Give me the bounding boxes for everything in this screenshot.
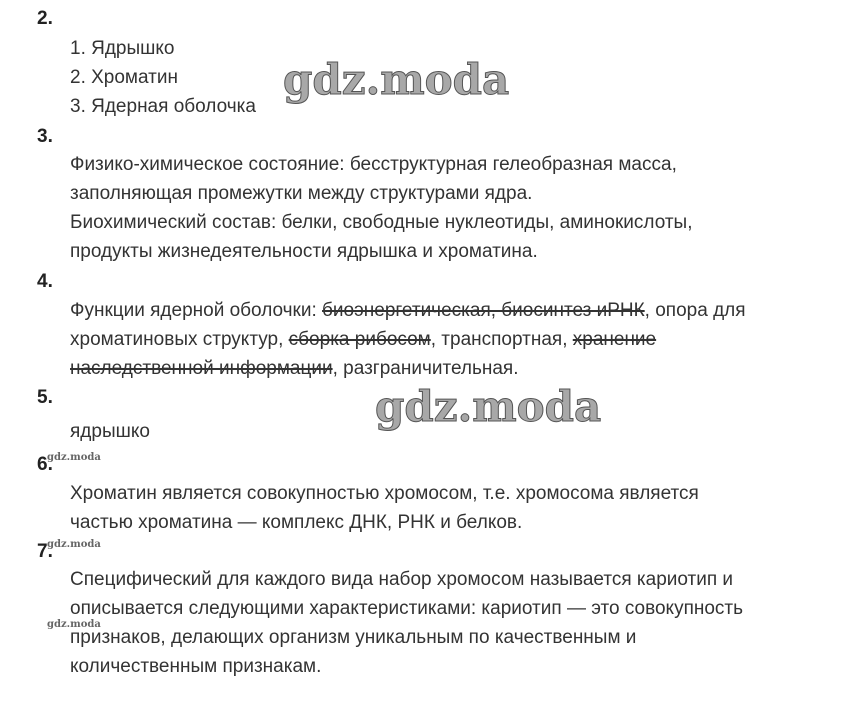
watermark-small: gdz.moda	[47, 539, 101, 550]
item-number: 6.	[37, 454, 53, 475]
item-number: 4.	[37, 271, 53, 292]
struck-text: сборка рибосом	[288, 329, 431, 350]
struck-text: наследственной информации	[70, 358, 333, 379]
answer-line: ядрышко	[70, 421, 150, 442]
watermark-logo: gdz.moda	[375, 382, 602, 431]
answer-line: признаков, делающих организм уникальным по качественным и	[70, 627, 637, 648]
answer-line: заполняющая промежутки между структурами ядра.	[70, 183, 533, 204]
item-number: 2.	[37, 8, 53, 29]
item-number: 7.	[37, 541, 53, 562]
functions-text: Функции ядерной оболочки:	[70, 300, 323, 321]
answer-line: Специфический для каждого вида набор хромосом называется кариотип и	[70, 569, 734, 590]
functions-line	[70, 300, 746, 322]
answer-line: продукты жизнедеятельности ядрышка и хроматина.	[70, 241, 538, 262]
functions-text: , транспортная,	[430, 329, 573, 350]
struck-text: биоэнергетическая, биосинтез иРНК	[322, 300, 645, 321]
answer-line: 3. Ядерная оболочка	[70, 96, 256, 117]
functions-line	[70, 329, 656, 351]
answer-line: количественным признакам.	[70, 656, 322, 677]
answer-line: 2. Хроматин	[70, 67, 178, 88]
answer-line: Физико-химическое состояние: бесструктурная гелеобразная масса,	[70, 154, 677, 175]
watermark-small: gdz.moda	[47, 619, 101, 630]
functions-text: , разграничительная.	[332, 358, 519, 379]
functions-text: хроматиновых структур,	[70, 329, 289, 350]
answer-line: Биохимический состав: белки, свободные нуклеотиды, аминокислоты,	[70, 212, 693, 233]
answer-line: Хроматин является совокупностью хромосом, т.е. хромосома является	[70, 483, 699, 504]
watermark-logo: gdz.moda	[283, 55, 510, 104]
functions-text: , опора для	[644, 300, 746, 321]
watermark-small: gdz.moda	[47, 452, 101, 463]
answer-line: описывается следующими характеристиками: кариотип — это совокупность	[70, 598, 744, 619]
item-number: 5.	[37, 387, 53, 408]
answer-line: частью хроматина — комплекс ДНК, РНК и белков.	[70, 512, 523, 533]
item-number: 3.	[37, 126, 53, 147]
answer-line: 1. Ядрышко	[70, 38, 175, 59]
struck-text: хранение	[572, 329, 657, 350]
functions-line	[70, 358, 519, 380]
